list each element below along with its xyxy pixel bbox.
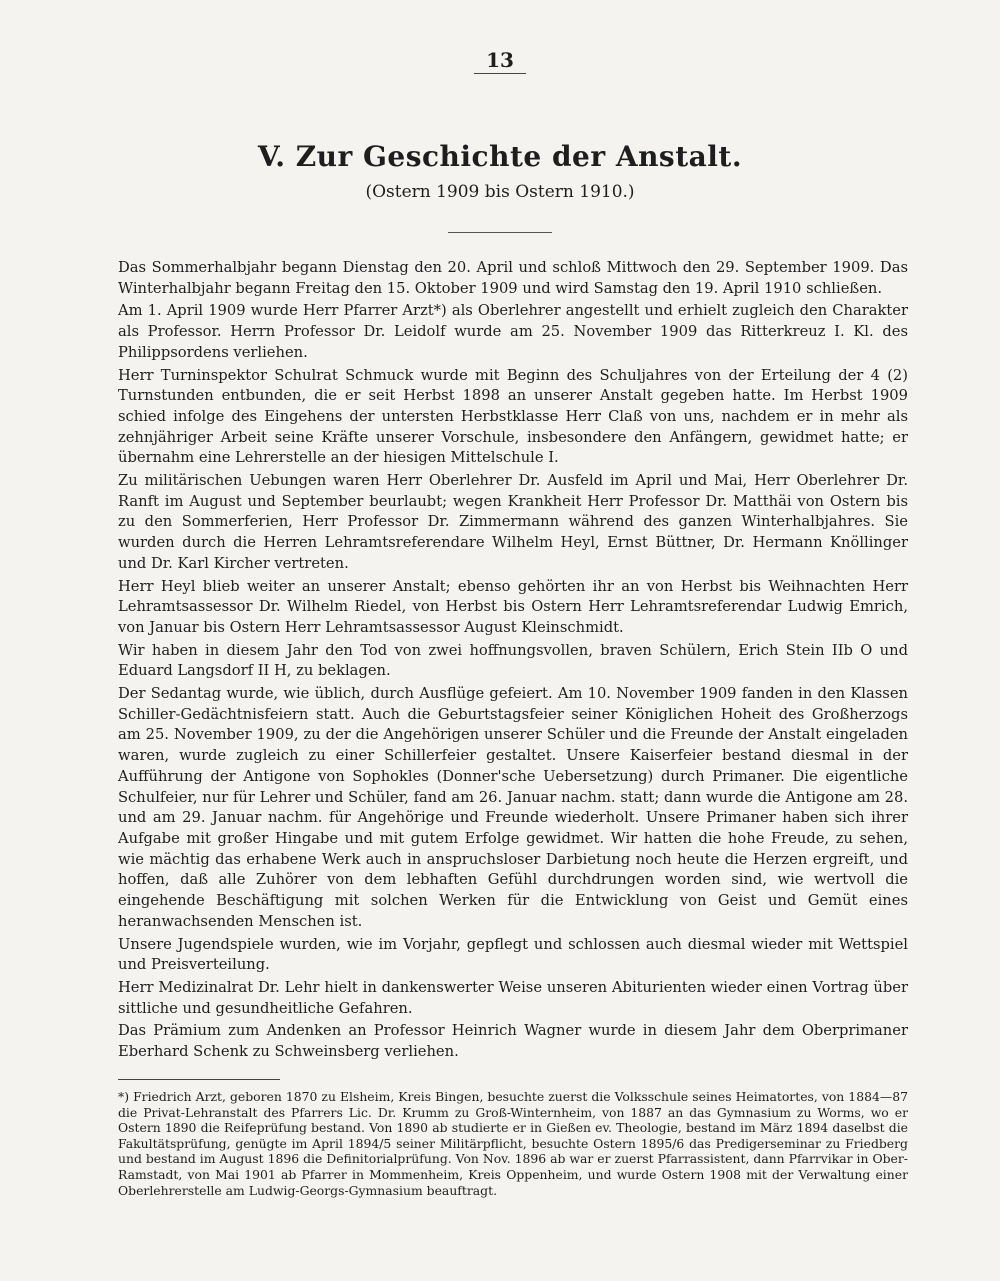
footnote-marker: *): [118, 1089, 130, 1104]
paragraph: Unsere Jugendspiele wurden, wie im Vorjahr, gepflegt und schlossen auch diesmal wieder mit Wettspiel und Preisverteilung.: [118, 935, 908, 974]
paragraph: Herr Medizinalrat Dr. Lehr hielt in dankenswerter Weise unseren Abiturienten wieder einen Vortrag über sittliche und gesundheitliche Gefahren.: [118, 978, 908, 1017]
paragraph: Das Sommerhalbjahr begann Dienstag den 20. April und schloß Mittwoch den 29. September 1909. Das Winterhalbjahr begann Freitag den 15. Oktober 1909 und wird Samstag den 19. April 1910 schließen.: [118, 259, 908, 297]
footnote: [118, 1089, 908, 1198]
page-number-underline: [474, 73, 526, 74]
paragraph: Herr Heyl blieb weiter an unserer Anstalt; ebenso gehörten ihr an von Herbst bis Weihnachten Herr Lehramtsassessor Dr. Wilhelm Riedel, von Herbst bis Ostern Herr Lehramtsreferendar Ludwig Emrich, von Januar bis Ostern Herr Lehramtsassessor August Kleinschmidt.: [118, 577, 908, 636]
paragraph: Zu militärischen Uebungen waren Herr Oberlehrer Dr. Ausfeld im April und Mai, Herr Oberlehrer Dr. Ranft im August und September beurlaubt; wegen Krankheit Herr Professor Dr. Matthäi von Ostern bis zu den Sommerferien, Herr Professor Dr. Zimmermann während des ganzen Winterhalbjahres. Sie wurden durch die Herren Lehramtsreferendare Wilhelm Heyl, Ernst Büttner, Dr. Hermann Knöllinger und Dr. Karl Kircher vertreten.: [118, 472, 908, 572]
paragraph: Herr Turninspektor Schulrat Schmuck wurde mit Beginn des Schuljahres von der Erteilung der 4 (2) Turnstunden entbunden, die er seit Herbst 1898 an unserer Anstalt gegeben hatte. Im Herbst 1909 schied infolge des Eingehens der untersten Herbstklasse Herr Claß von uns, nachdem er in mehr als zehnjähriger Arbeit seine Kräfte unserer Vorschule, insbesondere den Anfängern, gewidmet hatte; er übernahm eine Lehrerstelle an der hiesigen Mittelschule I.: [118, 366, 908, 467]
footnote-divider: [118, 1079, 280, 1080]
paragraph: Wir haben in diesem Jahr den Tod von zwei hoffnungsvollen, braven Schülern, Erich Stein IIb O und Eduard Langsdorf II H, zu beklagen.: [118, 641, 908, 680]
paragraph: Das Prämium zum Andenken an Professor Heinrich Wagner wurde in diesem Jahr dem Oberprimaner Eberhard Schenk zu Schweinsberg verliehen.: [118, 1022, 908, 1061]
title-divider: [448, 232, 552, 233]
body-text: [118, 258, 908, 1065]
page-number: 13: [486, 48, 514, 72]
section-subtitle: (Ostern 1909 bis Ostern 1910.): [365, 182, 635, 202]
paragraph: Der Sedantag wurde, wie üblich, durch Ausflüge gefeiert. Am 10. November 1909 fanden in den Klassen Schiller-Gedächtnisfeiern statt. Auch die Geburtstagsfeier seiner Königlichen Hoheit des Großherzogs am 25. November 1909, zu der die Angehörigen unserer Schüler und die Freunde der Anstalt eingeladen waren, wurde zugleich zu einer Schillerfeier gestaltet. Unsere Kaiserfeier bestand diesmal in der Aufführung der Antigone von Sophokles (Donner'sche Uebersetzung) durch Primaner. Die eigentliche Schulfeier, nur für Lehrer und Schüler, fand am 26. Januar nachm. statt; dann wurde die Antigone am 28. und am 29. Januar nachm. für Angehörige und Freunde wiederholt. Unsere Primaner haben sich ihrer Aufgabe mit großer Hingabe und mit gutem Erfolge gewidmet. Wir hatten die hohe Freude, zu sehen, wie mächtig das erhabene Werk auch in anspruchsloser Darbietung noch heute die Herzen ergreift, und hoffen, daß alle Zuhörer von dem lebhaften Gefühl durchdrungen worden sind, wie wertvoll die eingehende Beschäftigung mit solchen Werken für die Entwicklung von Geist und Gemüt eines heranwachsenden Menschen ist.: [118, 685, 908, 930]
footnote-text: Friedrich Arzt, geboren 1870 zu Elsheim, Kreis Bingen, besuchte zuerst die Volksschule seines Heimatortes, von 1884—87 die Privat-Lehranstalt des Pfarrers Lic. Dr. Krumm zu Groß-Winternheim, von 1887 an das Gymnasium zu Worms, wo er Ostern 1890 die Reifeprüfung bestand. Von 1890 ab studierte er in Gießen ev. Theologie, bestand im März 1894 daselbst die Fakultätsprüfung, genügte im April 1894/5 seiner Militärpflicht, besuchte Ostern 1895/6 das Predigerseminar zu Friedberg und bestand im August 1896 die Definitorialprüfung. Von Nov. 1896 ab war er zuerst Pfarrassistent, dann Pfarrvikar in Ober-Ramstadt, von Mai 1901 ab Pfarrer in Mommenheim, Kreis Oppenheim, und wurde Ostern 1908 mit der Verwaltung einer Oberlehrerstelle am Ludwig-Georgs-Gymnasium beauftragt.: [118, 1089, 908, 1198]
section-title: V. Zur Geschichte der Anstalt.: [257, 140, 743, 173]
paragraph: Am 1. April 1909 wurde Herr Pfarrer Arzt*) als Oberlehrer angestellt und erhielt zugleich den Charakter als Professor. Herrn Professor Dr. Leidolf wurde am 25. November 1909 das Ritterkreuz I. Kl. des Philippsordens verliehen.: [118, 302, 908, 361]
